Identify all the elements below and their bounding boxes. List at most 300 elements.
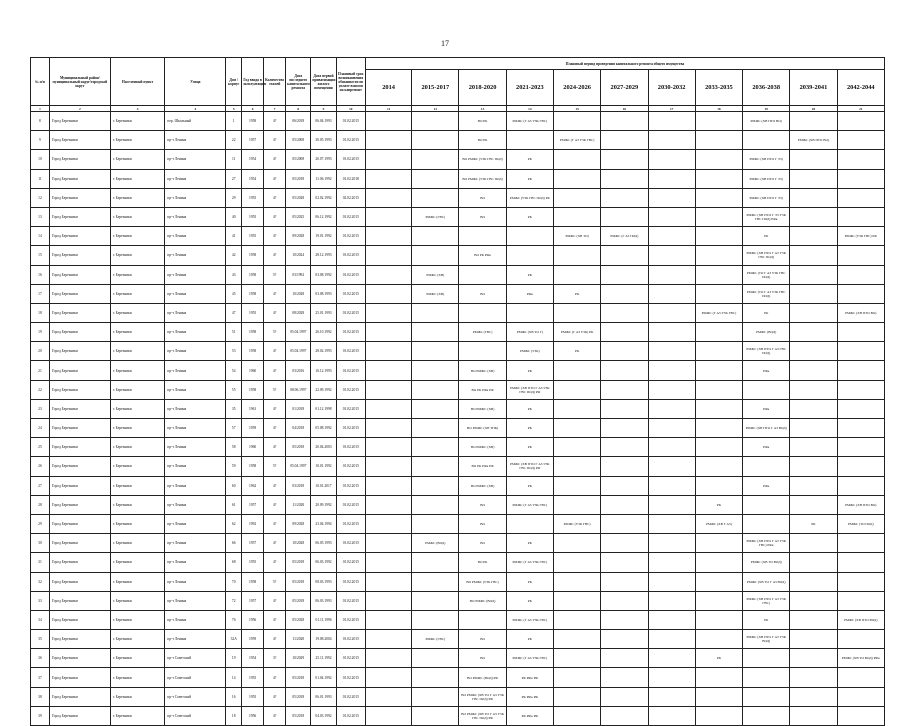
year-built-cell: 1955 (242, 227, 264, 246)
work-cell (601, 246, 648, 265)
table-row (31, 112, 885, 131)
last-overhaul-cell: 10/2028 (286, 534, 311, 553)
work-cell (790, 591, 837, 610)
work-cell: РК РФк РФ (506, 706, 553, 725)
work-cell (601, 361, 648, 380)
last-overhaul-cell: 06/2018 (286, 112, 311, 131)
work-cell (695, 438, 742, 457)
settlement-cell: г. Березники (110, 534, 165, 553)
work-cell (695, 323, 742, 342)
work-cell (601, 495, 648, 514)
obligation-date-cell: 01.02.2015 (336, 514, 365, 533)
table-row (31, 169, 885, 188)
work-cell: РК (506, 534, 553, 553)
work-cell (601, 207, 648, 226)
work-cell: РМЖС (ХВ) (412, 284, 459, 303)
last-overhaul-cell: 10/2028 (286, 284, 311, 303)
year-built-cell: 1958 (242, 342, 264, 361)
work-cell (837, 150, 884, 169)
work-cell (412, 188, 459, 207)
obligation-date-cell: 02.02.2015 (336, 188, 365, 207)
header-house: Дом / корпус (226, 58, 242, 106)
municipality-cell: Город Березники (49, 591, 110, 610)
privatization-cell: 10.01.2017 (311, 476, 336, 495)
work-cell (695, 265, 742, 284)
work-cell (412, 227, 459, 246)
work-cell (743, 668, 790, 687)
settlement-cell: г. Березники (110, 668, 165, 687)
work-cell: РМЖС (Г АЗ УЗК ГВС) (506, 649, 553, 668)
obligation-date-cell: 01.02.2015 (336, 380, 365, 399)
work-cell: РМЖС (ХВ ПТО ВО) (837, 303, 884, 322)
work-cell: РМЖС (ХВ ТО ВОД) РФк (837, 649, 884, 668)
row-number: 13 (31, 207, 50, 226)
header-no: № п/п (31, 58, 50, 106)
last-overhaul-cell: 01/2018 (286, 399, 311, 418)
row-number: 15 (31, 246, 50, 265)
work-cell: РК (506, 572, 553, 591)
work-cell (365, 131, 411, 150)
floors-cell: 4? (264, 706, 286, 725)
work-cell (695, 207, 742, 226)
street-cell: пр-т Ленина (165, 246, 226, 265)
street-cell: пр-т Ленина (165, 227, 226, 246)
settlement-cell: г. Березники (110, 419, 165, 438)
obligation-date-cell: 01.02.2015 (336, 227, 365, 246)
work-cell (412, 610, 459, 629)
work-cell (553, 246, 600, 265)
municipality-cell: Город Березники (49, 495, 110, 514)
floors-cell: 5? (264, 323, 286, 342)
house-cell: 58 (226, 438, 242, 457)
obligation-date-cell: 01.02.2015 (336, 534, 365, 553)
work-cell (648, 227, 695, 246)
column-number: 18 (695, 106, 742, 112)
municipality-cell: Город Березники (49, 438, 110, 457)
work-cell: РФк (743, 438, 790, 457)
work-cell (837, 706, 884, 725)
table-row (31, 438, 885, 457)
obligation-date-cell: 01.02.2015 (336, 668, 365, 687)
work-cell (365, 227, 411, 246)
row-number: 17 (31, 284, 50, 303)
municipality-cell: Город Березники (49, 630, 110, 649)
floors-cell: 4? (264, 150, 286, 169)
work-cell: ВО РК РФк РФ (459, 380, 506, 399)
work-cell (648, 687, 695, 706)
work-cell (553, 207, 600, 226)
work-cell: ВО (459, 514, 506, 533)
table-row (31, 246, 885, 265)
table-row (31, 150, 885, 169)
work-cell (412, 706, 459, 725)
floors-cell: 4? (264, 514, 286, 533)
floors-cell: 5? (264, 380, 286, 399)
privatization-cell: 19.08.2004 (311, 630, 336, 649)
work-cell (553, 438, 600, 457)
work-cell: ВО РМЖС (ХВ ТО Г АЗ УЗК ГВС ПОД) РФ (459, 687, 506, 706)
last-overhaul-cell: 08/2028 (286, 303, 311, 322)
work-cell (365, 246, 411, 265)
work-cell (790, 706, 837, 725)
work-cell (790, 323, 837, 342)
work-cell (553, 649, 600, 668)
floors-cell: 4? (264, 188, 286, 207)
obligation-date-cell: 01.02.2018 (336, 169, 365, 188)
privatization-cell: 25.11.1992 (311, 649, 336, 668)
work-cell: РК (506, 630, 553, 649)
column-number: 15 (553, 106, 600, 112)
year-built-cell: 1954 (242, 649, 264, 668)
work-cell (365, 265, 411, 284)
year-built-cell: 1957 (242, 495, 264, 514)
last-overhaul-cell: 10/2029 (286, 649, 311, 668)
municipality-cell: Город Березники (49, 668, 110, 687)
work-cell (837, 342, 884, 361)
year-built-cell: 1954 (242, 150, 264, 169)
municipality-cell: Город Березники (49, 419, 110, 438)
privatization-cell: 25.01.1993 (311, 303, 336, 322)
work-cell (790, 342, 837, 361)
privatization-cell: 30.05.1993 (311, 131, 336, 150)
work-cell (601, 706, 648, 725)
work-cell: РК (506, 169, 553, 188)
work-cell (790, 476, 837, 495)
table-row (31, 610, 885, 629)
last-overhaul-cell: 05/2018 (286, 572, 311, 591)
work-cell (412, 361, 459, 380)
work-cell (365, 649, 411, 668)
work-cell (365, 495, 411, 514)
street-cell: пр-т Ленина (165, 207, 226, 226)
work-cell (553, 361, 600, 380)
column-number: 21 (837, 106, 884, 112)
year-built-cell: 1954 (242, 169, 264, 188)
settlement-cell: г. Березники (110, 514, 165, 533)
year-built-cell: 1958 (242, 112, 264, 131)
last-overhaul-cell: 05.04.1997 (286, 457, 311, 476)
work-cell: РМЖС (УЗК ГВС) РФ (837, 227, 884, 246)
work-cell (695, 150, 742, 169)
last-overhaul-cell: 09/2028 (286, 227, 311, 246)
table-row (31, 342, 885, 361)
settlement-cell: г. Березники (110, 207, 165, 226)
work-cell: РК РФк РФ (506, 668, 553, 687)
work-cell (648, 476, 695, 495)
table-row (31, 303, 885, 322)
street-cell: пр-т Ленина (165, 265, 226, 284)
street-cell: пр-т Ленина (165, 169, 226, 188)
floors-cell: 4? (264, 303, 286, 322)
last-overhaul-cell: 05/2025 (286, 207, 311, 226)
house-cell: 40 (226, 207, 242, 226)
work-cell (837, 265, 884, 284)
year-built-cell: 1959 (242, 630, 264, 649)
work-cell (601, 112, 648, 131)
table-row (31, 419, 885, 438)
work-cell (365, 361, 411, 380)
work-cell (790, 687, 837, 706)
house-cell: 66 (226, 534, 242, 553)
house-cell: 47 (226, 303, 242, 322)
header-street: Улица (165, 58, 226, 106)
column-number: 13 (459, 106, 506, 112)
work-cell: РМЖС (ТО Г АЗ УЗК ГВС ПОД) (743, 284, 790, 303)
municipality-cell: Город Березники (49, 227, 110, 246)
work-cell (648, 591, 695, 610)
work-cell (365, 207, 411, 226)
obligation-date-cell: 01.02.2015 (336, 572, 365, 591)
period-header: 2030-2032 (648, 70, 695, 106)
work-cell: РМЖС (ВОД) (743, 323, 790, 342)
settlement-cell: г. Березники (110, 227, 165, 246)
work-cell (648, 457, 695, 476)
work-cell (790, 649, 837, 668)
work-cell (601, 553, 648, 572)
work-cell (553, 591, 600, 610)
work-cell (553, 610, 600, 629)
privatization-cell: 03.08.1992 (311, 265, 336, 284)
table-row (31, 476, 885, 495)
work-cell (365, 380, 411, 399)
work-cell (365, 457, 411, 476)
floors-cell: 4? (264, 591, 286, 610)
floors-cell: 4? (264, 284, 286, 303)
work-cell: РМЖС (Г АЗ УЗК ГВС) (695, 303, 742, 322)
work-cell (648, 380, 695, 399)
work-cell (837, 207, 884, 226)
work-cell (412, 668, 459, 687)
work-cell (601, 342, 648, 361)
work-cell: ВО (459, 630, 506, 649)
work-cell (648, 131, 695, 150)
work-cell (837, 476, 884, 495)
last-overhaul-cell: 04/2018 (286, 419, 311, 438)
work-cell: РМЖС (ХВ ПТО Г АЗ УЗК ГВС) (743, 591, 790, 610)
floors-cell: 4? (264, 246, 286, 265)
floors-cell: 4? (264, 534, 286, 553)
work-cell (553, 668, 600, 687)
work-cell (648, 610, 695, 629)
last-overhaul-cell: 03/2018 (286, 476, 311, 495)
year-built-cell: 1958 (242, 246, 264, 265)
work-cell: РМЖС (ХВ ПТО Г ЭЗ) (743, 188, 790, 207)
work-cell (648, 112, 695, 131)
work-cell (837, 553, 884, 572)
floors-cell: 4? (264, 207, 286, 226)
work-cell: ВО РК (459, 131, 506, 150)
obligation-date-cell: 01.02.2015 (336, 246, 365, 265)
floors-cell: 4? (264, 342, 286, 361)
work-cell (553, 706, 600, 725)
column-number: 8 (286, 106, 311, 112)
street-cell: пр-т Советский (165, 649, 226, 668)
work-cell (837, 668, 884, 687)
obligation-date-cell: 01.02.2015 (336, 610, 365, 629)
floors-cell: 4? (264, 553, 286, 572)
last-overhaul-cell: 05/2018 (286, 706, 311, 725)
work-cell (601, 419, 648, 438)
year-built-cell: 1955 (242, 668, 264, 687)
header-settlement: Населенный пункт (110, 58, 165, 106)
year-built-cell: 1955 (242, 553, 264, 572)
work-cell (695, 131, 742, 150)
table-row (31, 706, 885, 725)
work-cell: ВО РК (459, 553, 506, 572)
work-cell (601, 131, 648, 150)
floors-cell: 4? (264, 495, 286, 514)
work-cell (648, 169, 695, 188)
last-overhaul-cell: 05/2018 (286, 668, 311, 687)
floors-cell: 4? (264, 668, 286, 687)
privatization-cell: 22.09.1992 (311, 380, 336, 399)
settlement-cell: г. Березники (110, 553, 165, 572)
work-cell (365, 419, 411, 438)
last-overhaul-cell: 05.04.1997 (286, 323, 311, 342)
work-cell (790, 207, 837, 226)
column-number: 11 (365, 106, 411, 112)
work-cell: РМЖС (Г АЗ ПОД) (601, 227, 648, 246)
work-cell (790, 265, 837, 284)
work-cell (459, 265, 506, 284)
work-cell (648, 323, 695, 342)
house-cell: 53 (226, 342, 242, 361)
row-number: 24 (31, 419, 50, 438)
work-cell: ВО РМЖС (ВОД) РФ (459, 668, 506, 687)
work-cell (553, 495, 600, 514)
last-overhaul-cell: 05/2018 (286, 553, 311, 572)
work-cell (412, 572, 459, 591)
street-cell: пр-т Ленина (165, 342, 226, 361)
house-cell: 22 (226, 131, 242, 150)
work-cell (459, 610, 506, 629)
work-cell (365, 112, 411, 131)
work-cell: РМЖС (ХВ ПТО ВО) (837, 495, 884, 514)
street-cell: пр-т Советский (165, 687, 226, 706)
work-cell (837, 438, 884, 457)
work-cell: РК (553, 342, 600, 361)
work-cell (790, 399, 837, 418)
row-number: 14 (31, 227, 50, 246)
settlement-cell: г. Березники (110, 303, 165, 322)
street-cell: пр-т Ленина (165, 514, 226, 533)
work-cell (648, 265, 695, 284)
privatization-cell: 10.01.1992 (311, 457, 336, 476)
work-cell: РК (506, 591, 553, 610)
work-cell: ВО РМЖС (ХВ ТО Г АЗ УЗК ГВС ПОД) РФ (459, 706, 506, 725)
work-cell: РК (506, 399, 553, 418)
work-cell (365, 572, 411, 591)
period-header: 2014 (365, 70, 411, 106)
street-cell: пр-т Ленина (165, 591, 226, 610)
settlement-cell: г. Березники (110, 649, 165, 668)
year-built-cell: 1957 (242, 534, 264, 553)
column-number: 3 (110, 106, 165, 112)
column-number: 2 (49, 106, 110, 112)
work-cell (837, 188, 884, 207)
settlement-cell: г. Березники (110, 284, 165, 303)
column-number: 1 (31, 106, 50, 112)
work-cell (601, 610, 648, 629)
work-cell (553, 687, 600, 706)
work-cell (790, 668, 837, 687)
work-cell (648, 207, 695, 226)
row-number: 31 (31, 553, 50, 572)
row-number: 19 (31, 323, 50, 342)
floors-cell: 5? (264, 572, 286, 591)
work-cell (837, 419, 884, 438)
work-cell (553, 265, 600, 284)
work-cell (837, 169, 884, 188)
work-cell (790, 438, 837, 457)
municipality-cell: Город Березники (49, 112, 110, 131)
obligation-date-cell: 01.02.2015 (336, 342, 365, 361)
work-cell (790, 284, 837, 303)
work-cell: РМЖС (ХВ ПТО Г АЗ УЗК ВОД) (743, 630, 790, 649)
work-cell: РМЖС (Г АЗ УЗК ГВС) (553, 131, 600, 150)
column-number: 14 (506, 106, 553, 112)
work-cell (837, 457, 884, 476)
work-cell: ВО РК РФк (459, 246, 506, 265)
privatization-cell: 01.04.1992 (311, 668, 336, 687)
header-privatization: Дата первой приватизации жилого помещения (311, 58, 336, 106)
settlement-cell: г. Березники (110, 438, 165, 457)
work-cell (553, 630, 600, 649)
last-overhaul-cell: 08.06.1997 (286, 380, 311, 399)
street-cell: пр-т Ленина (165, 323, 226, 342)
work-cell: РМЖС (ХВ ПТО Г АЗ ГВС ПОД) (743, 342, 790, 361)
work-cell: РК (506, 265, 553, 284)
row-number: 11 (31, 169, 50, 188)
street-cell: пр-т Ленина (165, 399, 226, 418)
work-cell (412, 399, 459, 418)
house-cell: 60 (226, 476, 242, 495)
house-cell: 11 (226, 150, 242, 169)
work-cell (790, 553, 837, 572)
privatization-cell: 03.08.1993 (311, 284, 336, 303)
privatization-cell: 20.09.1992 (311, 495, 336, 514)
work-cell: РМЖС (ХВ ПТО ВО) (790, 131, 837, 150)
privatization-cell: 05.08.1992 (311, 419, 336, 438)
street-cell: пр-т Ленина (165, 553, 226, 572)
work-cell (790, 610, 837, 629)
house-cell: 14 (226, 668, 242, 687)
work-cell (412, 457, 459, 476)
privatization-cell: 19.01.1992 (311, 227, 336, 246)
work-cell (648, 706, 695, 725)
floors-cell: 4? (264, 687, 286, 706)
work-cell (648, 246, 695, 265)
street-cell: пр-т Советский (165, 706, 226, 725)
work-cell: РМЖС (ХВ ПТО Г ЭЗ) (743, 150, 790, 169)
row-number: 34 (31, 610, 50, 629)
work-cell (459, 342, 506, 361)
house-cell: 29 (226, 188, 242, 207)
period-header: 2039-2041 (790, 70, 837, 106)
column-number: 6 (242, 106, 264, 112)
work-cell: РК (553, 284, 600, 303)
row-number: 32 (31, 572, 50, 591)
municipality-cell: Город Березники (49, 514, 110, 533)
work-cell (695, 227, 742, 246)
work-cell (412, 495, 459, 514)
floors-cell: 4? (264, 399, 286, 418)
row-number: 27 (31, 476, 50, 495)
work-cell: РК (506, 476, 553, 495)
row-number: 36 (31, 649, 50, 668)
work-cell (412, 476, 459, 495)
municipality-cell: Город Березники (49, 457, 110, 476)
